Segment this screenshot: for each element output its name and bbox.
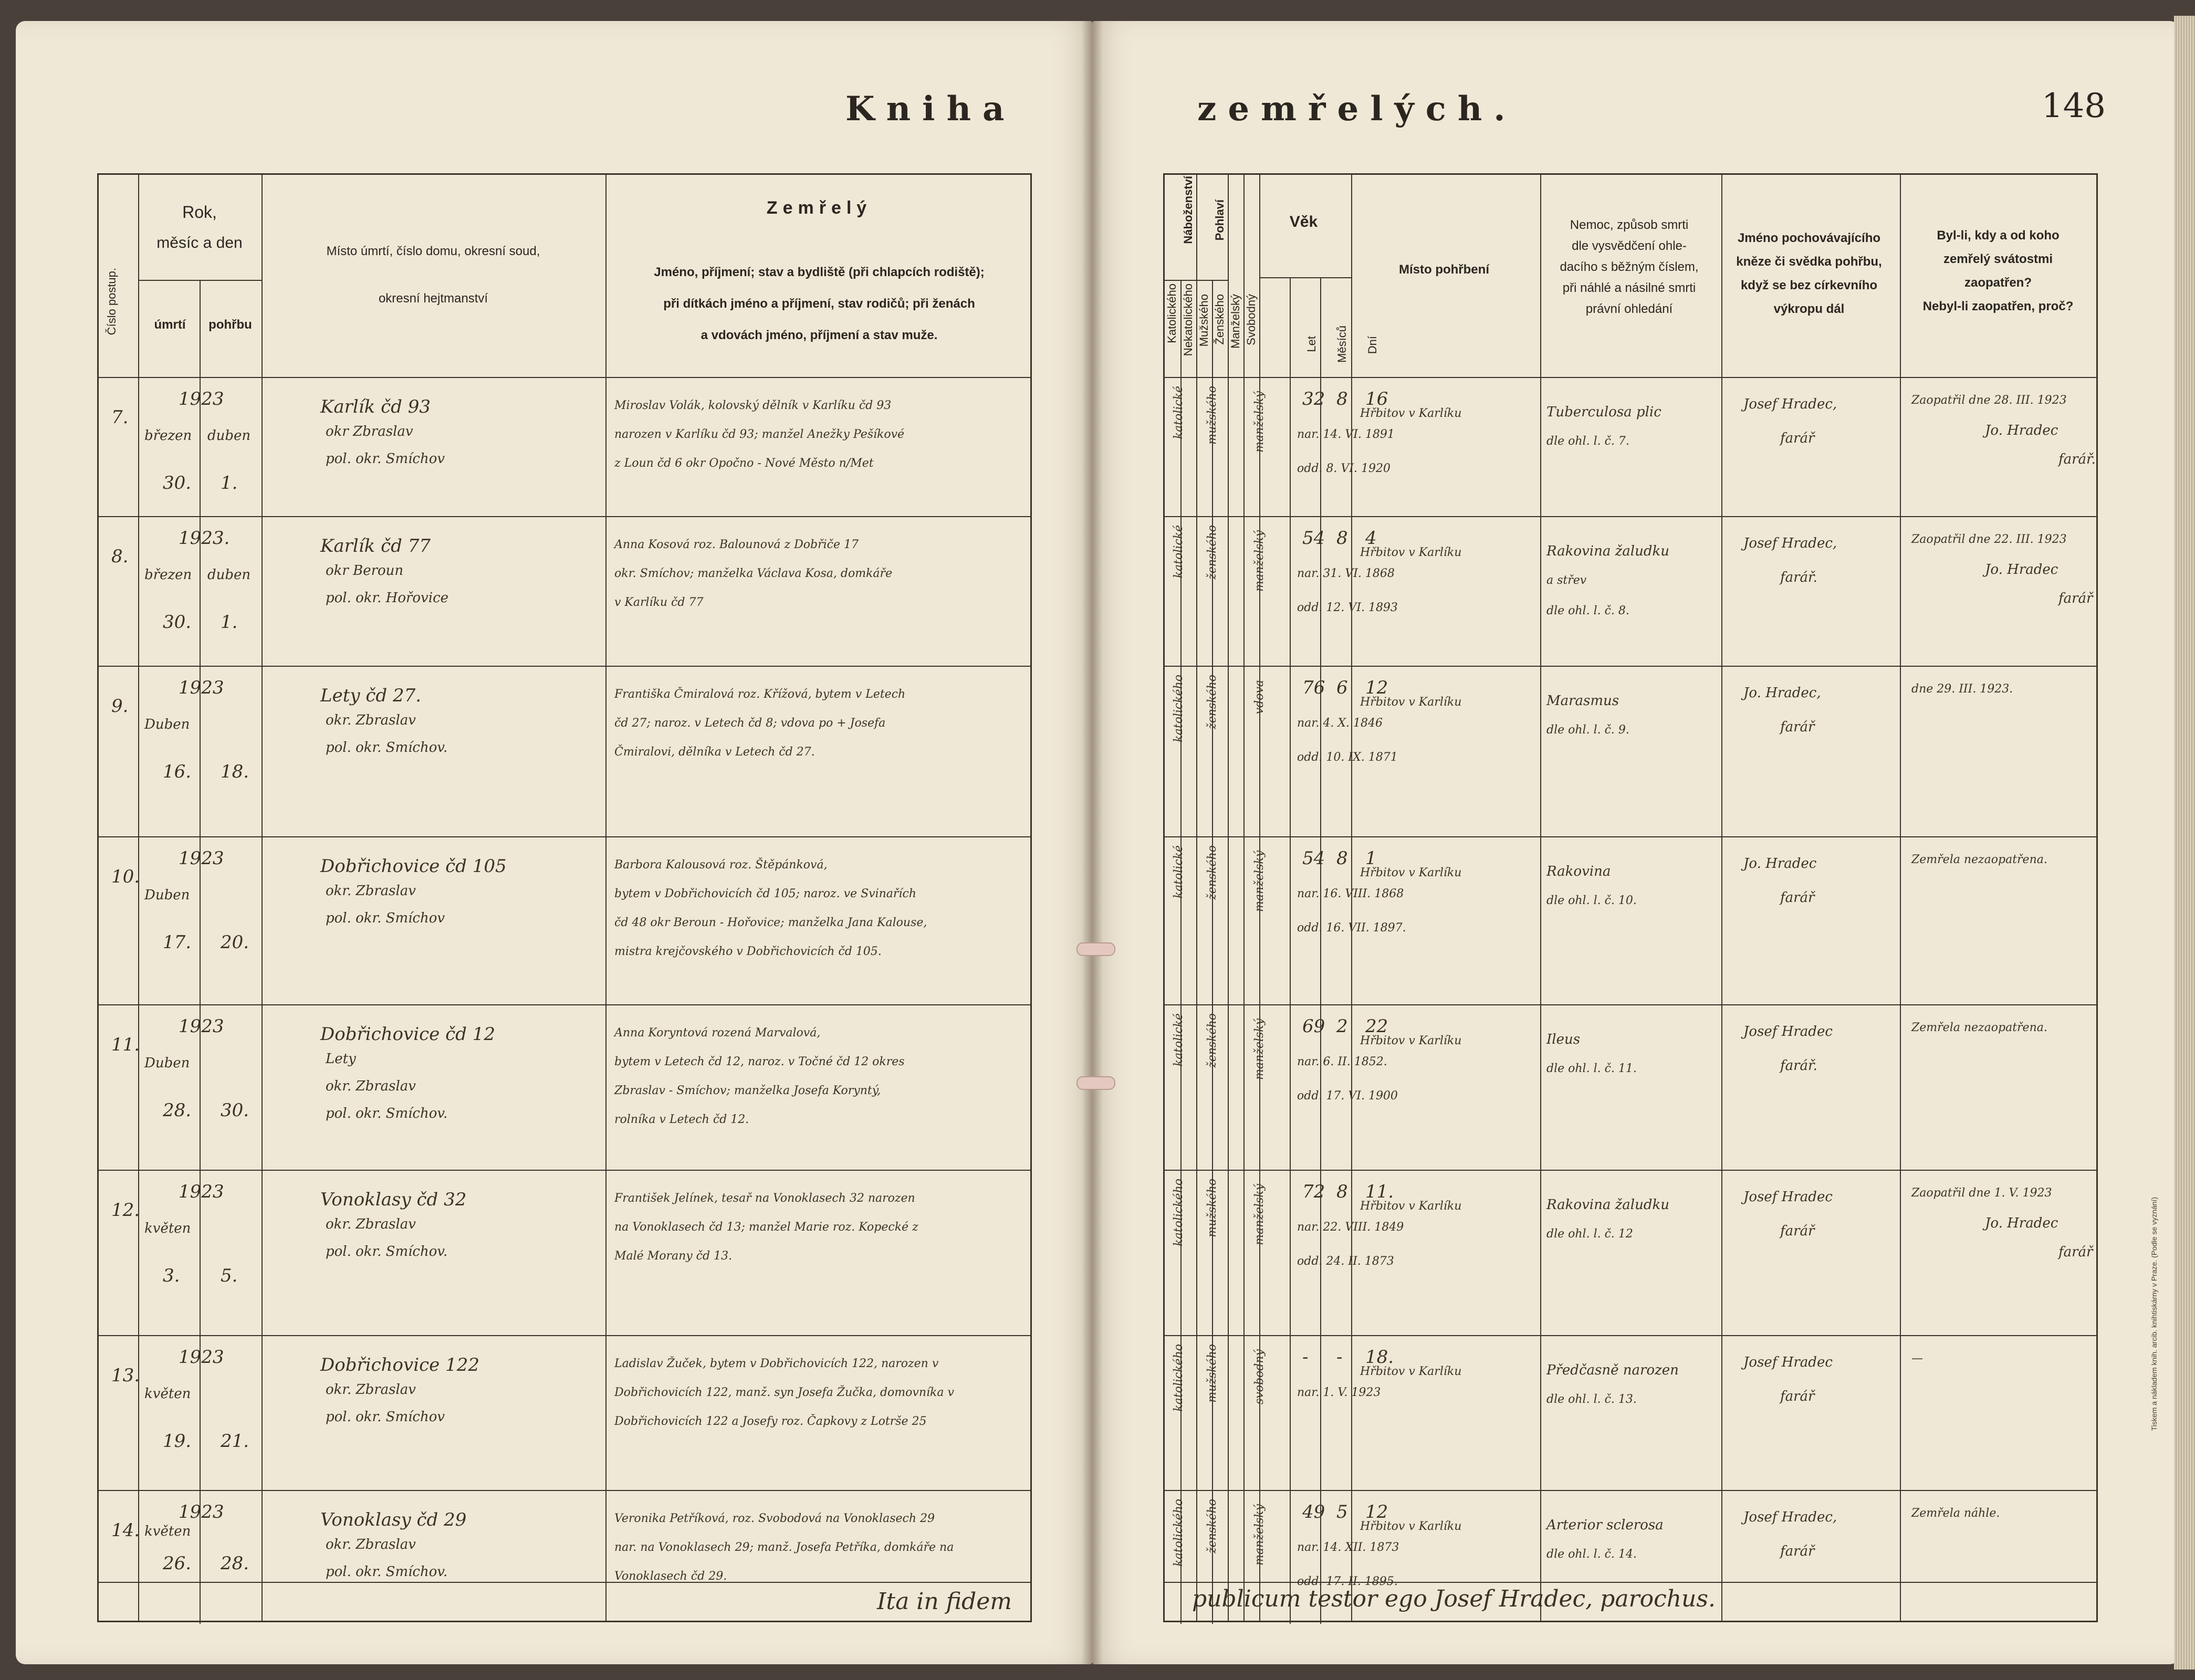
header-pohlavi: Pohlaví — [1213, 200, 1226, 241]
entry-deceased-line: čd 48 okr Beroun - Hořovice; manželka Jana Kalouse, — [614, 916, 927, 929]
header-nekatolicke: Nekatolického — [1182, 284, 1195, 356]
entry-sacraments-line: dne 29. III. 1923. — [1911, 682, 2013, 696]
header-misto: Místo úmrtí, číslo domu, okresní soud, — [326, 244, 540, 258]
entry-deceased-line: Čmiralovi, dělníka v Letech čd 27. — [614, 746, 815, 759]
entry-sex: ženského — [1206, 675, 1219, 729]
entry-day-burial: 21. — [221, 1431, 249, 1452]
entry-age-days: 18. — [1365, 1347, 1394, 1368]
header-pohrbu: pohřbu — [208, 318, 252, 332]
entry-cause-line: Předčasně narozen — [1546, 1362, 1679, 1378]
entry-marriage: odd. 8. VI. 1920 — [1297, 462, 1391, 475]
entry-priest-line: farář — [1780, 890, 1815, 906]
entry-day-death: 17. — [163, 932, 192, 953]
entry-sacraments-line: Zaopatřil dne 22. III. 1923 — [1911, 533, 2067, 546]
entry-burial-place: Hřbitov v Karlíku — [1360, 546, 1462, 559]
entry-burial-place: Hřbitov v Karlíku — [1360, 1200, 1462, 1213]
entry-sacraments-line: Jo. Hradec — [1985, 562, 2058, 578]
entry-day-death: 19. — [163, 1431, 192, 1452]
header-nemoc3: dacího s běžným číslem, — [1560, 260, 1699, 274]
entry-deceased-line: Dobřichovicích 122, manž. syn Josefa Žučka, domovníka v — [614, 1386, 954, 1399]
book-gutter — [1082, 21, 1103, 1664]
entry-burial-place: Hřbitov v Karlíku — [1360, 1520, 1462, 1533]
header-zemrely-desc1: Jméno, příjmení; stav a bydliště (při chlapcích rodiště); — [654, 265, 985, 279]
header-byl2: zemřelý svátostmi — [1943, 252, 2053, 266]
entry-birth: nar. 14. VI. 1891 — [1297, 428, 1395, 441]
entry-deceased-line: nar. na Vonoklasech 29; manž. Josefa Petříka, domkáře na — [614, 1541, 954, 1554]
entry-deceased-line: Veronika Petříková, roz. Svobodová na Vonoklasech 29 — [614, 1512, 935, 1525]
entry-sacraments-line: Zemřela nezaopatřena. — [1911, 853, 2047, 866]
entry-religion: katolického — [1172, 1344, 1185, 1412]
entry-priest-line: farář — [1780, 430, 1815, 446]
entry-sacraments-line: Zaopatřil dne 28. III. 1923 — [1911, 394, 2067, 407]
book-title-right: zemřelých. — [1197, 89, 1517, 129]
entry-priest-line: farář. — [1780, 1058, 1817, 1074]
entry-priest-line: Josef Hradec, — [1743, 1509, 1837, 1525]
entry-sex: ženského — [1206, 845, 1219, 900]
entry-year: 1923 — [179, 1181, 224, 1202]
entry-priest-line: Josef Hradec — [1743, 1024, 1833, 1040]
entry-month-burial: duben — [207, 567, 251, 583]
entry-status: manželský — [1253, 1018, 1266, 1080]
entry-birth: nar. 1. V. 1923 — [1297, 1386, 1381, 1399]
entry-religion: katolické — [1172, 845, 1185, 899]
entry-place-line: pol. okr. Smíchov. — [326, 1564, 448, 1580]
entry-age-days: 4 — [1365, 528, 1377, 549]
header-nemoc2: dle vysvědčení ohle- — [1572, 239, 1687, 253]
entry-priest-line: farář — [1780, 1544, 1815, 1559]
entry-sacraments-line: Zaopatřil dne 1. V. 1923 — [1911, 1186, 2052, 1200]
entry-burial-place: Hřbitov v Karlíku — [1360, 1034, 1462, 1047]
header-byl3: zaopatřen? — [1964, 276, 2032, 290]
entry-priest-line: Josef Hradec — [1743, 1354, 1833, 1370]
entry-priest-line: farář — [1780, 719, 1815, 735]
entry-day-death: 16. — [163, 761, 192, 782]
entry-month-death: květen — [144, 1523, 191, 1539]
entry-priest-line: Josef Hradec, — [1743, 396, 1837, 412]
entry-religion: katolického — [1172, 1499, 1185, 1567]
entry-religion: katolické — [1172, 1013, 1185, 1067]
entry-deceased-line: bytem v Dobřichovicích čd 105; naroz. ve Svinařích — [614, 887, 916, 900]
entry-day-death: 28. — [163, 1100, 192, 1121]
entry-deceased-line: okr. Smíchov; manželka Václava Kosa, domkáře — [614, 567, 893, 580]
entry-day-burial: 1. — [221, 472, 238, 494]
header-zenske: Ženského — [1213, 294, 1226, 345]
entry-age-years: 49 — [1302, 1502, 1325, 1522]
header-svobodny: Svobodný — [1245, 294, 1258, 345]
entry-deceased-line: z Loun čd 6 okr Opočno - Nové Město n/Met — [614, 457, 874, 470]
entry-age-years: 76 — [1302, 677, 1325, 698]
entry-place-line: okr Zbraslav — [326, 424, 413, 439]
entry-priest-line: farář — [1780, 1389, 1815, 1404]
entry-number: 10. — [111, 866, 140, 887]
entry-sacraments-line: — — [1911, 1352, 1923, 1365]
entry-deceased-line: na Vonoklasech čd 13; manžel Marie roz. Kopecké z — [614, 1221, 918, 1234]
entry-birth: nar. 14. XII. 1873 — [1297, 1541, 1399, 1554]
entry-birth: nar. 6. II. 1852. — [1297, 1055, 1387, 1068]
entry-age-months: - — [1336, 1347, 1343, 1368]
entry-day-death: 3. — [163, 1265, 180, 1286]
entry-year: 1923 — [179, 677, 224, 698]
entry-place-line: okr. Zbraslav — [326, 1382, 416, 1398]
entry-cause-line: dle ohl. l. č. 14. — [1546, 1548, 1637, 1561]
entry-place-line: Lety čd 27. — [320, 685, 422, 706]
entry-sacraments-line: Zemřela náhle. — [1911, 1507, 2000, 1520]
entry-cause-line: a střev — [1546, 574, 1587, 587]
entry-cause-line: dle ohl. l. č. 9. — [1546, 723, 1629, 737]
entry-status: manželský — [1253, 530, 1266, 592]
entry-day-death: 30. — [163, 472, 192, 494]
entry-number: 12. — [111, 1200, 140, 1221]
entry-cause-line: Tuberculosa plic — [1546, 404, 1661, 420]
entry-deceased-line: mistra krejčovského v Dobřichovicích čd 105. — [614, 945, 882, 958]
entry-month-death: Duben — [144, 717, 190, 732]
entry-sex: ženského — [1206, 1013, 1219, 1068]
entry-age-years: 54 — [1302, 848, 1325, 869]
entry-year: 1923 — [179, 1347, 224, 1368]
entry-age-days: 1 — [1365, 848, 1377, 869]
entry-year: 1923 — [179, 1502, 224, 1522]
entry-place-line: Karlík čd 93 — [320, 396, 431, 417]
header-katolicke: Katolického — [1165, 284, 1178, 343]
header-nemoc4: při náhlé a násilné smrti — [1562, 281, 1696, 295]
entry-age-days: 22 — [1365, 1016, 1388, 1037]
entry-age-years: 32 — [1302, 388, 1325, 410]
entry-cause-line: Marasmus — [1546, 693, 1619, 709]
entry-status: manželský — [1253, 391, 1266, 453]
binding-thread — [1076, 1076, 1115, 1090]
entry-age-days: 16 — [1365, 388, 1388, 410]
entry-marriage: odd. 24. II. 1873 — [1297, 1255, 1394, 1268]
entry-day-death: 30. — [163, 612, 192, 633]
entry-religion: katolického — [1172, 1179, 1185, 1246]
entry-marriage: odd. 17. II. 1895. — [1297, 1575, 1398, 1588]
entry-priest-line: Josef Hradec — [1743, 1189, 1833, 1205]
entry-marriage: odd. 16. VII. 1897. — [1297, 921, 1406, 934]
entry-status: manželský — [1253, 1504, 1266, 1566]
entry-month-death: květen — [144, 1221, 191, 1236]
header-jmeno3: když se bez církevního — [1740, 278, 1878, 292]
entry-status: manželský — [1253, 850, 1266, 912]
entry-sex: mužského — [1206, 1179, 1219, 1237]
entry-cause-line: dle ohl. l. č. 11. — [1546, 1062, 1637, 1075]
entry-month-death: Duben — [144, 1055, 190, 1071]
entry-day-burial: 20. — [221, 932, 249, 953]
entry-deceased-line: Dobřichovicích 122 a Josefy roz. Čapkovy z Lotrše 25 — [614, 1415, 927, 1428]
entry-month-burial: duben — [207, 428, 251, 444]
entry-number: 9. — [111, 696, 129, 717]
header-let: Let — [1305, 336, 1318, 352]
entry-age-years: 54 — [1302, 528, 1325, 549]
entry-age-years: - — [1302, 1347, 1309, 1368]
entry-place-line: pol. okr. Hořovice — [326, 590, 449, 606]
entry-place-line: Lety — [326, 1051, 356, 1067]
book-title-left: Kniha — [845, 89, 1016, 129]
entry-deceased-line: František Jelínek, tesař na Vonoklasech 32 narozen — [614, 1192, 915, 1205]
entry-deceased-line: Barbora Kalousová roz. Štěpánková, — [614, 858, 828, 872]
entry-religion: katolického — [1172, 675, 1185, 742]
header-nemoc5: právní ohledání — [1585, 302, 1673, 316]
entry-deceased-line: Malé Morany čd 13. — [614, 1250, 733, 1263]
entry-month-death: březen — [144, 567, 192, 583]
header-misto-pohrbu: Místo pohřbení — [1399, 262, 1489, 277]
entry-sacraments-line: Jo. Hradec — [1985, 1215, 2058, 1231]
entry-age-months: 8 — [1336, 1181, 1348, 1202]
entry-day-burial: 5. — [221, 1265, 238, 1286]
entry-cause-line: dle ohl. l. č. 8. — [1546, 604, 1629, 617]
entry-cause-line: dle ohl. l. č. 7. — [1546, 435, 1629, 448]
entry-burial-place: Hřbitov v Karlíku — [1360, 866, 1462, 879]
entry-deceased-line: Vonoklasech čd 29. — [614, 1570, 727, 1583]
footer-left: Ita in fidem — [877, 1588, 1012, 1615]
header-jmeno4: výkropu dál — [1773, 302, 1845, 316]
entry-sex: ženského — [1206, 525, 1219, 580]
entry-age-months: 8 — [1336, 528, 1348, 549]
entry-day-burial: 30. — [221, 1100, 249, 1121]
entry-deceased-line: Zbraslav - Smíchov; manželka Josefa Koryntý, — [614, 1084, 881, 1097]
entry-place-line: okr. Zbraslav — [326, 1078, 416, 1094]
entry-status: svobodný — [1253, 1349, 1266, 1404]
entry-day-burial: 18. — [221, 761, 249, 782]
entry-place-line: pol. okr. Smíchov — [326, 1409, 445, 1425]
header-muzske: Mužského — [1197, 294, 1210, 347]
entry-age-months: 8 — [1336, 848, 1348, 869]
entry-age-months: 8 — [1336, 388, 1348, 410]
entry-status: manželský — [1253, 1184, 1266, 1245]
entry-number: 7. — [111, 407, 129, 428]
entry-place-line: pol. okr. Smíchov. — [326, 740, 448, 755]
entry-place-line: Dobřichovice čd 105 — [320, 856, 507, 877]
entry-sacraments-line: farář — [2058, 1244, 2093, 1260]
page-edges — [2174, 16, 2195, 1670]
entry-cause-line: dle ohl. l. č. 10. — [1546, 894, 1637, 907]
entry-place-line: okr. Zbraslav — [326, 1216, 416, 1232]
header-nemoc1: Nemoc, způsob smrti — [1570, 218, 1689, 232]
entry-marriage: odd. 17. VI. 1900 — [1297, 1089, 1398, 1102]
header-dni: Dní — [1366, 336, 1379, 354]
entry-month-death: Duben — [144, 887, 190, 903]
entry-place-line: pol. okr. Smíchov — [326, 910, 445, 926]
entry-status: vdova — [1253, 680, 1266, 715]
entry-marriage: odd. 10. IX. 1871 — [1297, 751, 1398, 764]
entry-year: 1923 — [179, 848, 224, 869]
entry-place-line: okr Beroun — [326, 563, 404, 579]
header-mesicu: Měsíců — [1335, 326, 1349, 363]
header-jmeno2: kněze či svědka pohřbu, — [1736, 255, 1882, 269]
entry-deceased-line: Ladislav Žuček, bytem v Dobřichovicích 122, narozen v — [614, 1357, 939, 1370]
header-zemrely: Zemřelý — [766, 198, 872, 218]
header-byl1: Byl-li, kdy a od koho — [1937, 228, 2060, 243]
entry-birth: nar. 22. VIII. 1849 — [1297, 1221, 1404, 1234]
entry-religion: katolické — [1172, 386, 1185, 439]
header-cislo: Číslo postup. — [105, 268, 118, 335]
entry-year: 1923. — [179, 528, 230, 549]
entry-deceased-line: čd 27; naroz. v Letech čd 8; vdova po + Josefa — [614, 717, 886, 730]
entry-place-line: pol. okr. Smíchov. — [326, 1106, 448, 1121]
header-rok: Rok, — [182, 203, 217, 222]
entry-place-line: Dobřichovice 122 — [320, 1354, 479, 1376]
entry-year: 1923 — [179, 388, 224, 410]
entry-place-line: okr. Zbraslav — [326, 712, 416, 728]
entry-place-line: pol. okr. Smíchov. — [326, 1244, 448, 1259]
entry-cause-line: Arterior sclerosa — [1546, 1517, 1664, 1533]
entry-sacraments-line: farář. — [2058, 452, 2096, 467]
entry-age-years: 72 — [1302, 1181, 1325, 1202]
entry-cause-line: dle ohl. l. č. 13. — [1546, 1393, 1637, 1406]
entry-year: 1923 — [179, 1016, 224, 1037]
entry-age-days: 12 — [1365, 1502, 1388, 1522]
entry-day-burial: 1. — [221, 612, 238, 633]
footer-right: publicum testor ego Josef Hradec, parochus. — [1192, 1586, 1716, 1612]
header-nabozenstvi: Náboženství — [1182, 176, 1195, 244]
entry-deceased-line: narozen v Karlíku čd 93; manžel Anežky Pešíkové — [614, 428, 905, 441]
entry-priest-line: Josef Hradec, — [1743, 536, 1837, 551]
header-byl4: Nebyl-li zaopatřen, proč? — [1922, 299, 2074, 313]
entry-age-days: 12 — [1365, 677, 1388, 698]
entry-sex: mužského — [1206, 1344, 1219, 1403]
entry-place-line: Vonoklasy čd 32 — [320, 1189, 467, 1210]
entry-age-months: 6 — [1336, 677, 1348, 698]
entry-birth: nar. 31. VI. 1868 — [1297, 567, 1395, 580]
entry-birth: nar. 4. X. 1846 — [1297, 717, 1383, 730]
entry-burial-place: Hřbitov v Karlíku — [1360, 696, 1462, 709]
entry-cause-line: dle ohl. l. č. 12 — [1546, 1227, 1633, 1241]
header-umrti: úmrtí — [154, 318, 186, 332]
entry-burial-place: Hřbitov v Karlíku — [1360, 407, 1462, 420]
entry-sex: ženského — [1206, 1499, 1219, 1553]
entry-month-death: březen — [144, 428, 192, 444]
entry-cause-line: Rakovina — [1546, 864, 1611, 879]
header-vek: Věk — [1289, 213, 1318, 230]
entry-priest-line: farář. — [1780, 570, 1817, 585]
header-jmeno1: Jméno pochovávajícího — [1737, 231, 1881, 245]
entry-place-line: okr. Zbraslav — [326, 883, 416, 899]
entry-place-line: okr. Zbraslav — [326, 1537, 416, 1552]
entry-priest-line: farář — [1780, 1223, 1815, 1239]
header-mesic-den: měsíc a den — [156, 234, 243, 251]
entry-number: 11. — [111, 1034, 140, 1055]
entry-deceased-line: Anna Kosová roz. Balounová z Dobřiče 17 — [614, 538, 859, 551]
entry-sacraments-line: Zemřela nezaopatřena. — [1911, 1021, 2047, 1034]
entry-age-months: 2 — [1336, 1016, 1348, 1037]
entry-priest-line: Jo. Hradec — [1743, 856, 1817, 872]
entry-sacraments-line: farář — [2058, 591, 2093, 606]
entry-deceased-line: v Karlíku čd 77 — [614, 596, 704, 609]
entry-burial-place: Hřbitov v Karlíku — [1360, 1365, 1462, 1378]
header-zemrely-desc3: a vdovách jméno, příjmení a stav muže. — [701, 328, 938, 342]
entry-month-death: květen — [144, 1386, 191, 1402]
entry-place-line: pol. okr. Smíchov — [326, 451, 445, 467]
entry-cause-line: Rakovina žaludku — [1546, 1197, 1669, 1213]
entry-number: 13. — [111, 1365, 140, 1386]
entry-deceased-line: rolníka v Letech čd 12. — [614, 1113, 749, 1126]
page-number: 148 — [2041, 87, 2106, 125]
entry-place-line: Vonoklasy čd 29 — [320, 1509, 467, 1530]
entry-age-days: 11. — [1365, 1181, 1394, 1202]
entry-deceased-line: Miroslav Volák, kolovský dělník v Karlíku čd 93 — [614, 399, 892, 412]
entry-deceased-line: bytem v Letech čd 12, naroz. v Točné čd 12 okres — [614, 1055, 905, 1068]
entry-day-death: 26. — [163, 1552, 192, 1574]
entry-religion: katolické — [1172, 525, 1185, 579]
header-manzelsky: Manželský — [1229, 294, 1242, 349]
entry-priest-line: Jo. Hradec, — [1743, 685, 1821, 701]
entry-number: 8. — [111, 546, 129, 567]
entry-day-burial: 28. — [221, 1552, 249, 1574]
entry-age-months: 5 — [1336, 1502, 1348, 1522]
entry-number: 14. — [111, 1520, 140, 1541]
entry-cause-line: Rakovina žaludku — [1546, 543, 1669, 559]
header-zemrely-desc2: při dítkách jméno a příjmení, stav rodičů; při ženách — [663, 297, 975, 311]
entry-age-years: 69 — [1302, 1016, 1325, 1037]
printer-imprint: Tiskem a nákladem knih. arcib. knihtiskárny v Praze. (Podle se vyznání) — [2150, 1197, 2158, 1431]
entry-sacraments-line: Jo. Hradec — [1985, 423, 2058, 438]
entry-deceased-line: Anna Koryntová rozená Marvalová, — [614, 1026, 821, 1040]
entry-sex: mužského — [1206, 386, 1219, 445]
entry-place-line: Dobřichovice čd 12 — [320, 1024, 495, 1045]
entry-birth: nar. 16. VIII. 1868 — [1297, 887, 1404, 900]
entry-deceased-line: Františka Čmiralová roz. Křížová, bytem v Letech — [614, 688, 906, 701]
entry-marriage: odd. 12. VI. 1893 — [1297, 601, 1398, 614]
entry-cause-line: Ileus — [1546, 1032, 1581, 1047]
binding-thread — [1076, 942, 1115, 956]
header-misto2: okresní hejtmanství — [378, 291, 488, 306]
entry-place-line: Karlík čd 77 — [320, 536, 431, 556]
